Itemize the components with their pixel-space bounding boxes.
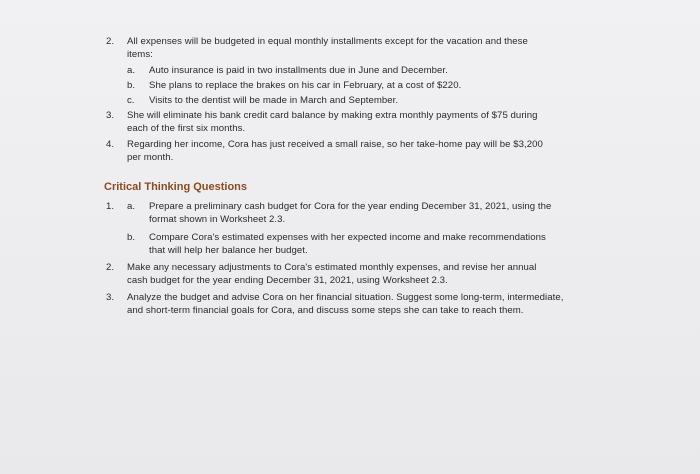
item-2c-text: Visits to the dentist will be made in March and September. <box>149 95 399 106</box>
question-1a-line-1: Prepare a preliminary cash budget for Cora for the year ending December 31, 2021, using the <box>149 201 552 212</box>
item-3-line-1: She will eliminate his bank credit card balance by making extra monthly payments of $75 during <box>127 110 538 121</box>
question-1a-letter: a. <box>127 201 136 212</box>
question-1b-line-1: Compare Cora's estimated expenses with her expected income and make recommendations <box>149 232 546 243</box>
item-2a-letter: a. <box>127 65 136 76</box>
critical-thinking-heading: Critical Thinking Questions <box>104 181 248 193</box>
question-3-number: 3. <box>106 292 115 303</box>
question-1-number: 1. <box>106 201 115 212</box>
item-4-line-2: per month. <box>127 152 174 163</box>
item-3-line-2: each of the first six months. <box>127 123 246 134</box>
question-2-line-2: cash budget for the year ending December 31, 2021, using Worksheet 2.3. <box>127 275 448 286</box>
item-2b-letter: b. <box>127 80 136 91</box>
item-2-line-1: All expenses will be budgeted in equal monthly installments except for the vacation and these <box>127 36 528 47</box>
question-1b-line-2: that will help her balance her budget. <box>149 245 308 256</box>
question-3-line-2: and short-term financial goals for Cora, and discuss some steps she can take to reach them. <box>127 305 524 316</box>
item-2-line-2: items: <box>127 49 153 60</box>
item-2a-text: Auto insurance is paid in two installments due in June and December. <box>149 65 448 76</box>
item-2c-letter: c. <box>127 95 135 106</box>
item-2b-text: She plans to replace the brakes on his car in February, at a cost of $220. <box>149 80 462 91</box>
question-3-line-1: Analyze the budget and advise Cora on her financial situation. Suggest some long-term, intermediate, <box>127 292 564 303</box>
item-4-line-1: Regarding her income, Cora has just received a small raise, so her take-home pay will be $3,200 <box>127 139 543 150</box>
question-2-number: 2. <box>106 262 115 273</box>
question-1a-line-2: format shown in Worksheet 2.3. <box>149 214 286 225</box>
question-2-line-1: Make any necessary adjustments to Cora's estimated monthly expenses, and revise her annual <box>127 262 537 273</box>
item-2-number: 2. <box>106 36 115 47</box>
item-3-number: 3. <box>106 110 115 121</box>
item-4-number: 4. <box>106 139 115 150</box>
question-1b-letter: b. <box>127 232 136 243</box>
